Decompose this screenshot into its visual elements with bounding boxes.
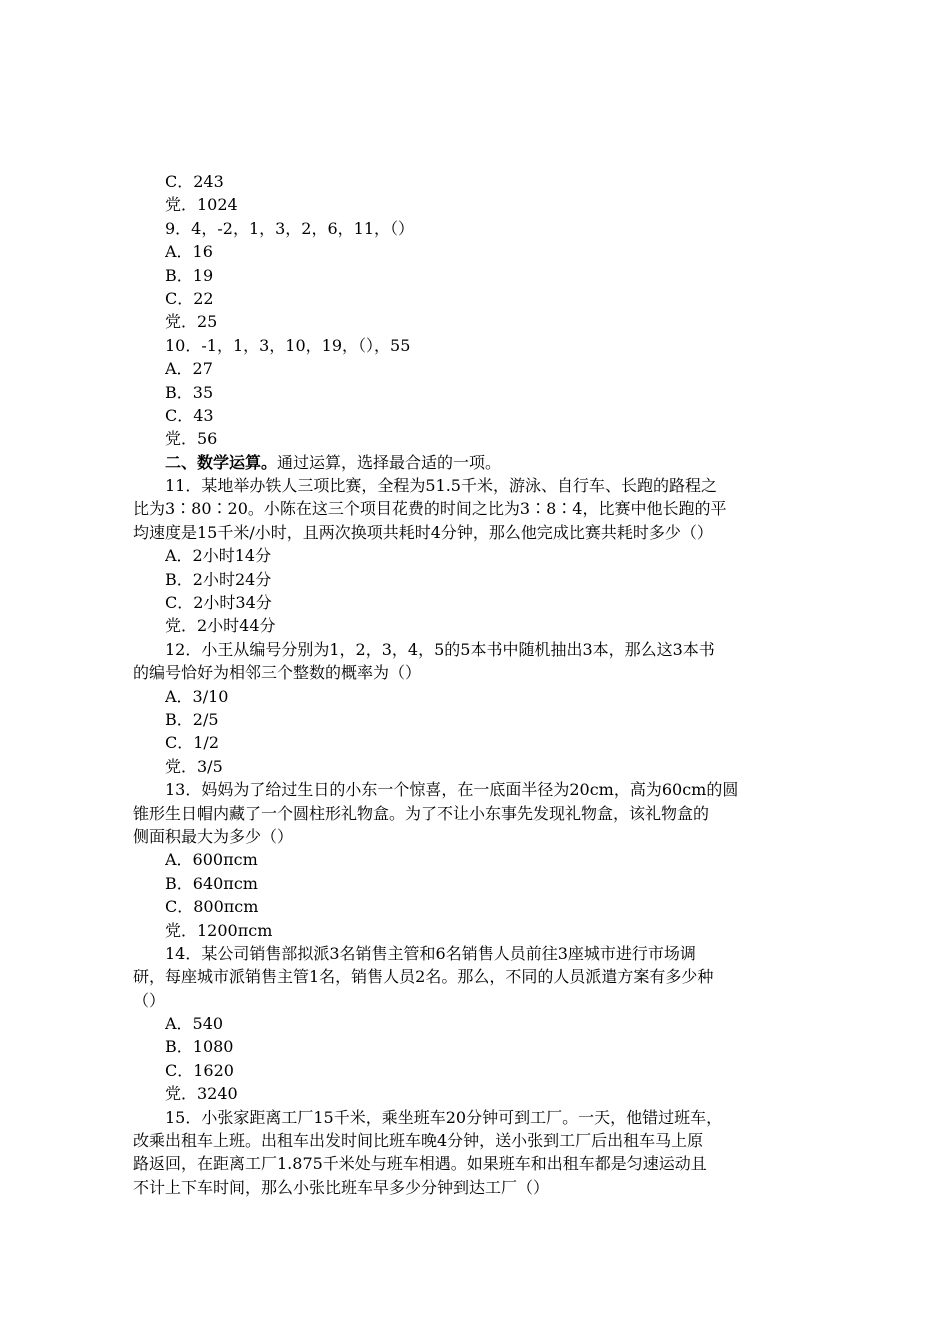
q15-line-1: 15．小张家距离工厂15千米，乘坐班车20分钟可到工厂。一天，他错过班车， [165, 1107, 723, 1127]
document-page [133, 170, 830, 1199]
q9-option-b: B．19 [165, 265, 214, 285]
section-instruction: 通过运算，选择最合适的一项。 [277, 452, 502, 472]
q15-line-4: 不计上下车时间，那么小张比班车早多少分钟到达工厂（） [133, 1177, 550, 1197]
section-title: 二、数学运算。 [165, 452, 278, 472]
q11-line-2: 比为3∶80∶20。小陈在这三个项目花费的时间之比为3∶8∶4，比赛中他长跑的平 [133, 499, 727, 519]
section-heading [165, 451, 830, 474]
q12-line-2: 的编号恰好为相邻三个整数的概率为（） [133, 663, 422, 683]
q13-option-d: 党．1200πcm [165, 920, 273, 940]
q13-option-c: C．800πcm [165, 897, 259, 917]
q13-line-3: 侧面积最大为多少（） [133, 826, 294, 846]
q11-line-1: 11．某地举办铁人三项比赛，全程为51.5千米，游泳、自行车、长跑的路程之 [165, 476, 717, 496]
q9-option-c: C．22 [165, 288, 214, 308]
q10-option-a: A．27 [165, 359, 213, 379]
q9-option-d: 党．25 [165, 312, 218, 332]
q9-option-a: A．16 [165, 242, 213, 262]
q13-option-a: A．600πcm [165, 850, 258, 870]
q12-option-d: 党．3/5 [165, 756, 223, 776]
q14-line-2: 研，每座城市派销售主管1名，销售人员2名。那么，不同的人员派遣方案有多少种 [133, 967, 714, 987]
q11-option-a: A．2小时14分 [165, 546, 272, 566]
q8-option-c: C．243 [165, 172, 224, 191]
q13-line-2: 锥形生日帽内藏了一个圆柱形礼物盒。为了不让小东事先发现礼物盒，该礼物盒的 [133, 803, 710, 823]
q14-line-1: 14．某公司销售部拟派3名销售主管和6名销售人员前往3座城市进行市场调 [165, 943, 696, 963]
q12-line-1: 12．小王从编号分别为1，2，3，4，5的5本书中随机抽出3本，那么这3本书 [165, 639, 715, 659]
q12-option-c: C．1/2 [165, 733, 219, 753]
q13-line-1: 13．妈妈为了给过生日的小东一个惊喜，在一底面半径为20cm，高为60cm的圆 [165, 780, 739, 800]
q12-option-a: A．3/10 [165, 686, 229, 706]
q11-option-b: B．2小时24分 [165, 569, 272, 589]
q14-option-b: B．1080 [165, 1037, 234, 1057]
q12-option-b: B．2/5 [165, 709, 219, 729]
q14-option-a: A．540 [165, 1014, 224, 1034]
q10-option-d: 党．56 [165, 429, 218, 449]
q13-option-b: B．640πcm [165, 873, 258, 893]
q10-stem: 10．-1，1，3，10，19，（），55 [165, 335, 411, 355]
q8-option-d: 党．1024 [165, 195, 238, 215]
q10-option-c: C．43 [165, 405, 214, 425]
q11-option-c: C．2小时34分 [165, 593, 272, 613]
q15-line-3: 路返回，在距离工厂1.875千米处与班车相遇。如果班车和出租车都是匀速运动且 [133, 1154, 707, 1174]
q14-line-3: （） [133, 990, 166, 1010]
q10-option-b: B．35 [165, 382, 214, 402]
q11-line-3: 均速度是15千米/小时，且两次换项共耗时4分钟，那么他完成比赛共耗时多少（） [133, 522, 713, 542]
q9-stem: 9．4，-2，1，3，2，6，11，（） [165, 218, 415, 238]
q14-option-c: C．1620 [165, 1060, 234, 1080]
q14-option-d: 党．3240 [165, 1084, 238, 1104]
q11-option-d: 党．2小时44分 [165, 616, 276, 636]
q15-line-2: 改乘出租车上班。出租车出发时间比班车晚4分钟，送小张到工厂后出租车马上原 [133, 1131, 704, 1151]
